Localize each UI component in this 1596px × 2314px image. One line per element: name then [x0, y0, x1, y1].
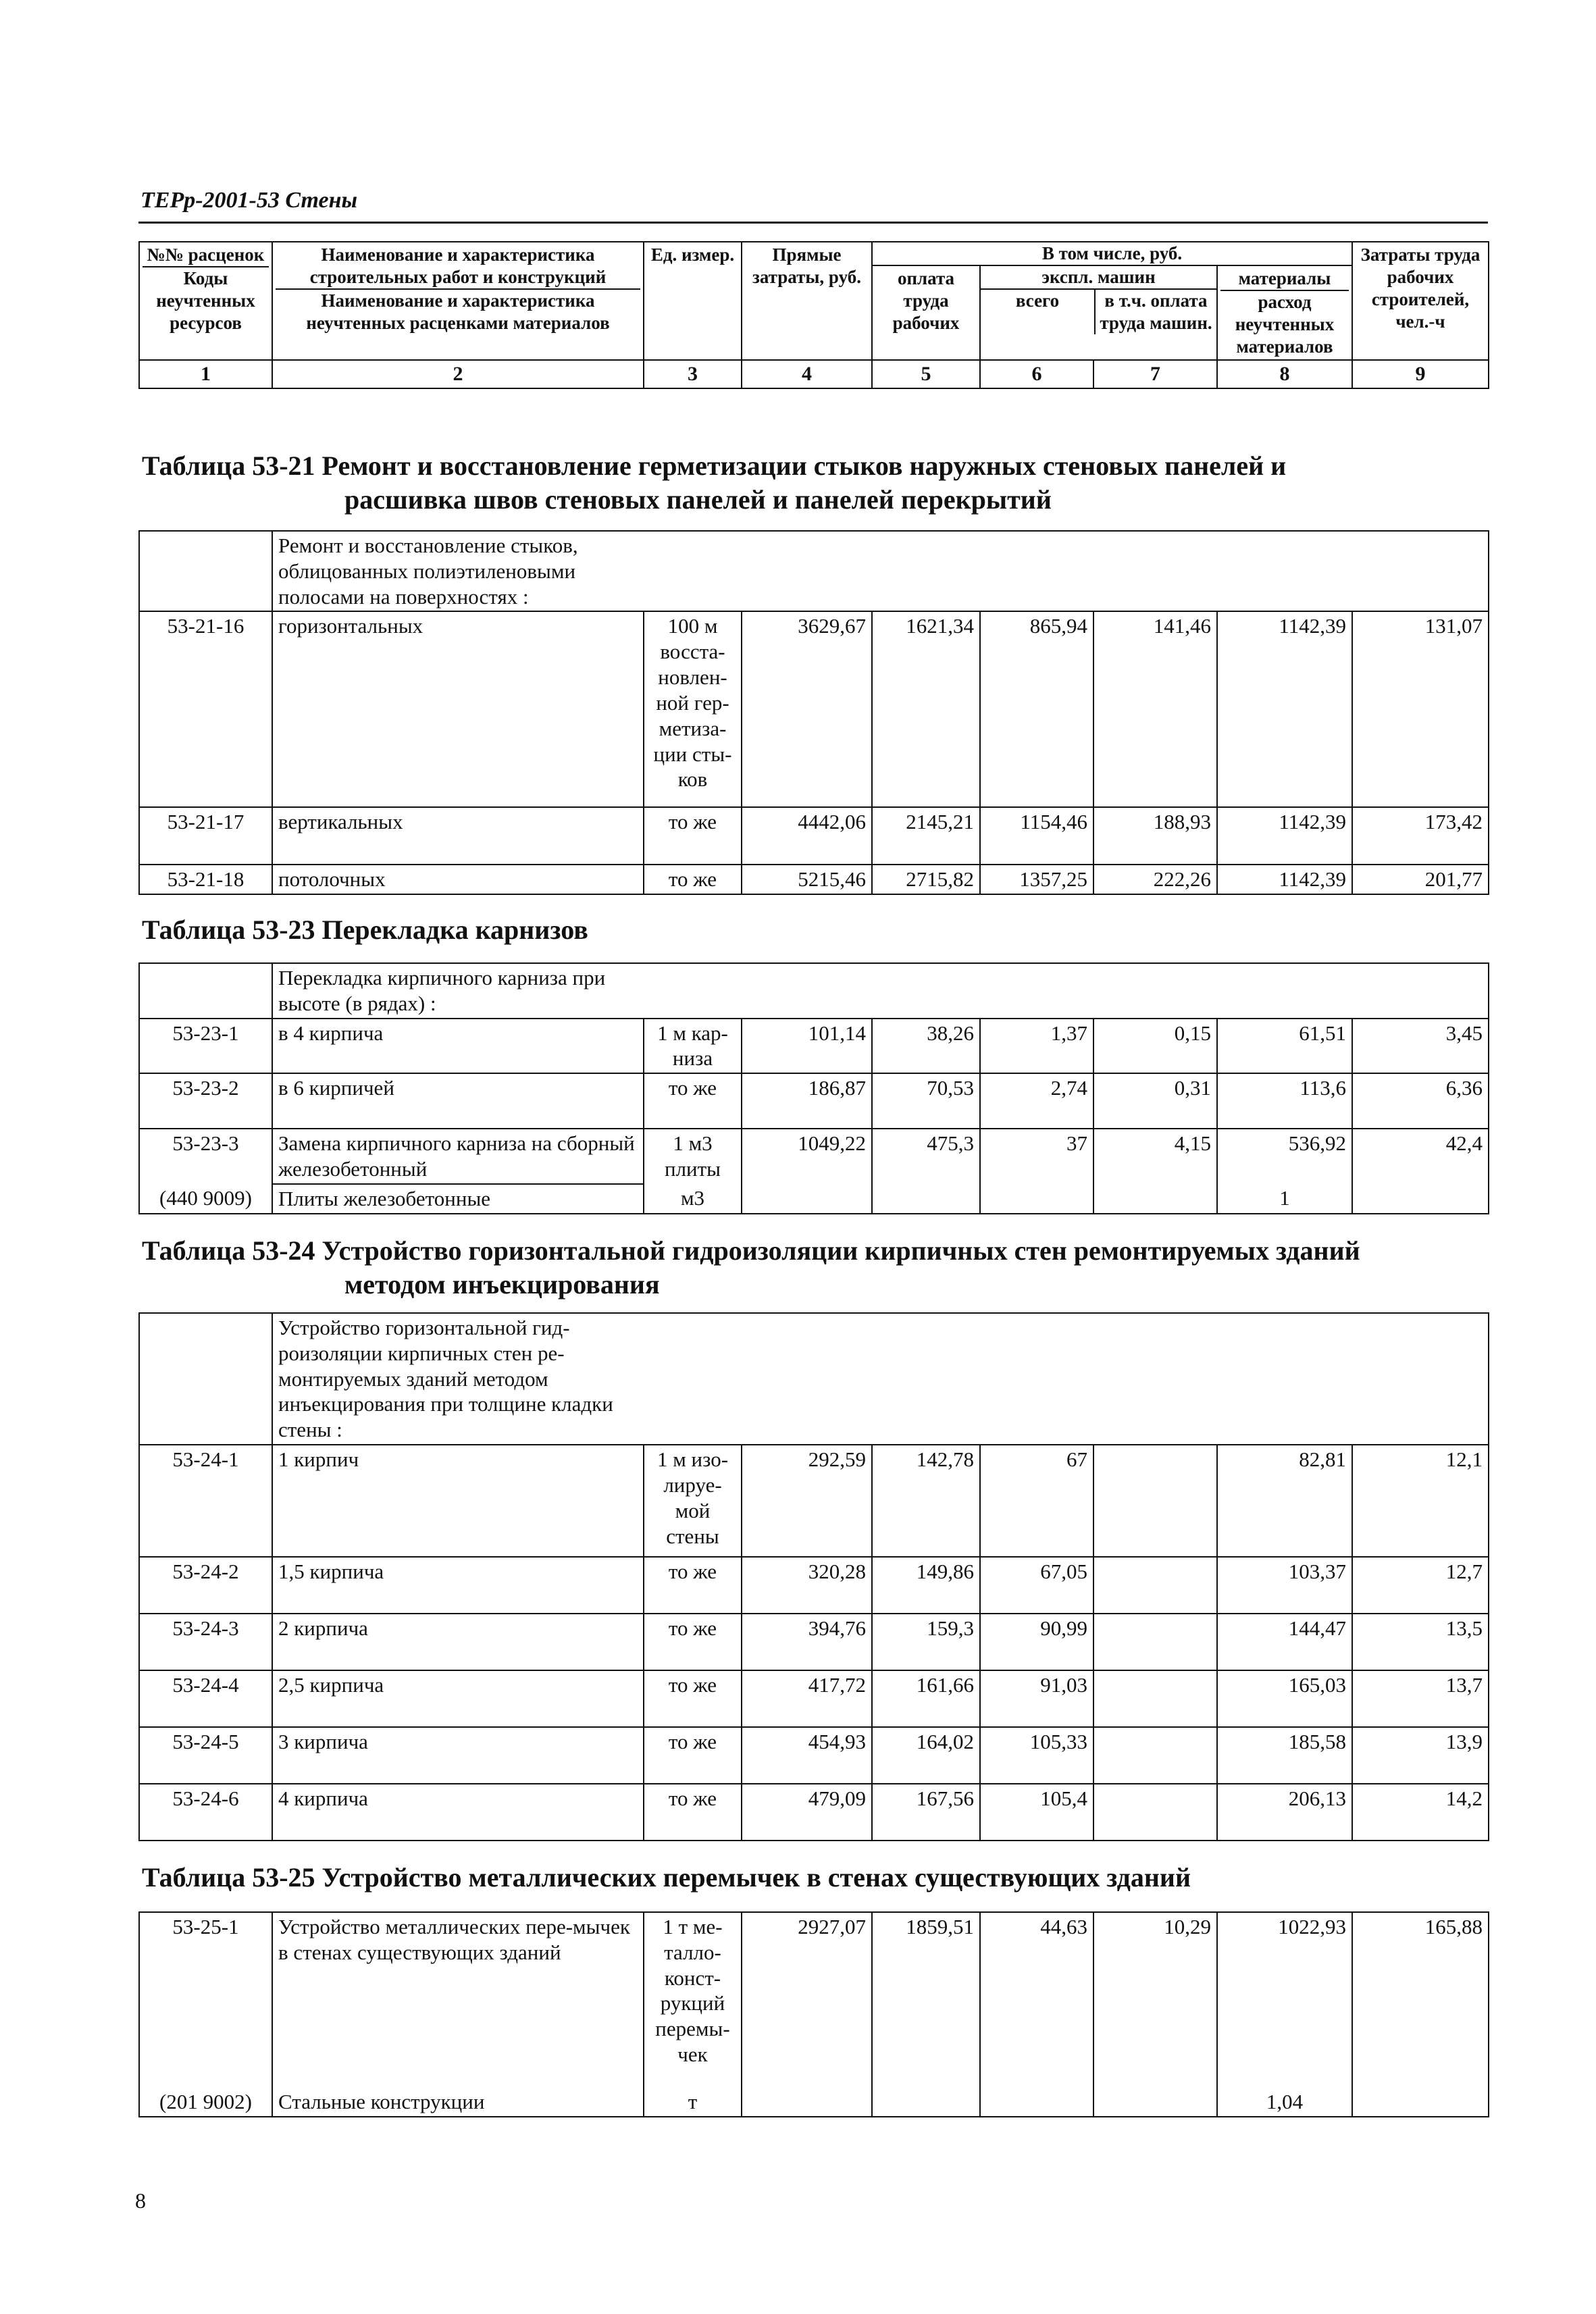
resource-row [139, 1184, 1489, 1214]
work-name: горизонтальных [272, 611, 644, 807]
header-col1a: №№ расценок [143, 244, 269, 267]
labor-wages: 1621,34 [872, 611, 980, 807]
work-name: 1 кирпич [272, 1445, 644, 1557]
resource-row [139, 2088, 1489, 2117]
direct-costs: 4442,06 [742, 807, 872, 865]
header-index-7: 7 [1093, 360, 1217, 389]
direct-costs: 1049,22 [742, 1129, 872, 1184]
unit: то же [644, 865, 742, 894]
direct-costs: 2927,07 [742, 1912, 872, 2088]
header-materials-cell [1217, 265, 1352, 360]
unit: то же [644, 1614, 742, 1670]
materials: 113,6 [1217, 1073, 1352, 1129]
header-labor-wages: оплата труда рабочих [872, 265, 980, 360]
labor-hours: 13,5 [1352, 1614, 1489, 1670]
table-53-23-title: Таблица 53-23 Перекладка карнизов [142, 915, 588, 945]
materials: 1142,39 [1217, 865, 1352, 894]
resource-name: Стальные конструкции [272, 2088, 644, 2117]
direct-costs: 292,59 [742, 1445, 872, 1557]
rate-code: 53-23-1 [139, 1019, 272, 1074]
table-53-24-intro: Устройство горизонтальной гид-роизоляции кирпичных стен ре-монтируемых зданий методом инъекцирования при толщине кладки стены : [272, 1313, 1489, 1445]
machine-wages [1093, 1445, 1217, 1557]
table-53-21-title [142, 449, 1286, 517]
table-row [139, 1670, 1489, 1727]
materials: 61,51 [1217, 1019, 1352, 1074]
header-unit: Ед. измер. [644, 242, 742, 360]
work-name: вертикальных [272, 807, 644, 865]
table-row [139, 1073, 1489, 1129]
table-53-24-title [142, 1234, 1360, 1302]
direct-costs: 101,14 [742, 1019, 872, 1074]
machine-wages: 10,29 [1093, 1912, 1217, 2088]
labor-wages: 149,86 [872, 1557, 980, 1614]
table-53-21-intro: Ремонт и восстановление стыков, облицованных полиэтиленовыми полосами на поверхностях : [272, 531, 1489, 611]
materials: 144,47 [1217, 1614, 1352, 1670]
table-53-25 [138, 1911, 1489, 2117]
machine-wages: 141,46 [1093, 611, 1217, 807]
header-direct-costs: Прямые затраты, руб. [742, 242, 872, 360]
labor-hours: 13,7 [1352, 1670, 1489, 1727]
header-code-cell [139, 242, 272, 360]
labor-wages: 161,66 [872, 1670, 980, 1727]
table-row [139, 1614, 1489, 1670]
header-materials-consumption: расход неучтенных материалов [1235, 291, 1335, 357]
table-row [139, 1727, 1489, 1784]
machines-total: 90,99 [980, 1614, 1093, 1670]
table-row [139, 1912, 1489, 2088]
work-name: 1,5 кирпича [272, 1557, 644, 1614]
labor-hours: 12,1 [1352, 1445, 1489, 1557]
machines-total: 865,94 [980, 611, 1093, 807]
table-53-21-title-line1: Таблица 53-21 Ремонт и восстановление герметизации стыков наружных стеновых панелей и [142, 451, 1287, 481]
rate-code: 53-24-2 [139, 1557, 272, 1614]
table-53-24 [138, 1312, 1489, 1841]
labor-wages: 159,3 [872, 1614, 980, 1670]
table-row [139, 807, 1489, 865]
work-name: Устройство металлических пере-мычек в стенах существующих зданий [272, 1912, 644, 2088]
resource-code: (440 9009) [139, 1184, 272, 1214]
table-row [139, 865, 1489, 894]
header-machines-group: экспл. машин [981, 266, 1216, 290]
column-header-table [138, 241, 1489, 389]
machines-total: 105,33 [980, 1727, 1093, 1784]
table-row [139, 1557, 1489, 1614]
rate-code: 53-24-1 [139, 1445, 272, 1557]
rate-code: 53-24-5 [139, 1727, 272, 1784]
work-name: 3 кирпича [272, 1727, 644, 1784]
table-53-23-intro: Перекладка кирпичного карниза при высоте (в рядах) : [272, 963, 1489, 1019]
materials: 1022,93 [1217, 1912, 1352, 2088]
labor-hours: 201,77 [1352, 865, 1489, 894]
work-name: потолочных [272, 865, 644, 894]
unit: 1 м3 плиты [644, 1129, 742, 1184]
materials: 1142,39 [1217, 611, 1352, 807]
machines-total: 1357,25 [980, 865, 1093, 894]
header-col2a: Наименование и характеристика строительных работ и конструкций [276, 244, 640, 290]
labor-hours: 131,07 [1352, 611, 1489, 807]
header-machines-cell [980, 265, 1217, 360]
work-name: в 6 кирпичей [272, 1073, 644, 1129]
machines-total: 1,37 [980, 1019, 1093, 1074]
labor-hours: 165,88 [1352, 1912, 1489, 2088]
materials: 82,81 [1217, 1445, 1352, 1557]
machines-total: 44,63 [980, 1912, 1093, 2088]
labor-hours: 3,45 [1352, 1019, 1489, 1074]
labor-wages: 167,56 [872, 1784, 980, 1841]
labor-hours: 13,9 [1352, 1727, 1489, 1784]
header-index-1: 1 [139, 360, 272, 389]
running-head: ТЕРр-2001-53 Стены [140, 188, 358, 213]
header-index-8: 8 [1217, 360, 1352, 389]
labor-wages: 38,26 [872, 1019, 980, 1074]
header-name-cell [272, 242, 644, 360]
table-53-24-title-line1: Таблица 53-24 Устройство горизонтальной гидроизоляции кирпичных стен ремонтируемых зданий [142, 1235, 1360, 1266]
labor-wages: 2145,21 [872, 807, 980, 865]
unit: то же [644, 1784, 742, 1841]
table-53-24-title-line2: методом инъекцирования [344, 1269, 660, 1300]
rate-code: 53-24-4 [139, 1670, 272, 1727]
rate-code: 53-21-16 [139, 611, 272, 807]
materials: 165,03 [1217, 1670, 1352, 1727]
table-53-21 [138, 530, 1489, 895]
table-53-23 [138, 962, 1489, 1214]
header-group: В том числе, руб. [872, 242, 1352, 265]
materials: 1142,39 [1217, 807, 1352, 865]
labor-hours: 12,7 [1352, 1557, 1489, 1614]
unit: 1 м кар-низа [644, 1019, 742, 1074]
machine-wages [1093, 1670, 1217, 1727]
header-col2b: Наименование и характеристика неучтенных расценками материалов [306, 290, 610, 333]
unit: 1 т ме-талло-конст-рукций перемы-чек [644, 1912, 742, 2088]
resource-unit: т [644, 2088, 742, 2117]
machine-wages: 4,15 [1093, 1129, 1217, 1184]
rate-code: 53-24-3 [139, 1614, 272, 1670]
rate-code: 53-23-3 [139, 1129, 272, 1184]
resource-quantity: 1 [1217, 1184, 1352, 1214]
table-row [139, 611, 1489, 807]
labor-wages: 2715,82 [872, 865, 980, 894]
machines-total: 67 [980, 1445, 1093, 1557]
resource-name: Плиты железобетонные [272, 1184, 644, 1214]
header-index-9: 9 [1352, 360, 1489, 389]
rate-code: 53-24-6 [139, 1784, 272, 1841]
labor-hours: 173,42 [1352, 807, 1489, 865]
unit: 1 м изо-лируе-мой стены [644, 1445, 742, 1557]
resource-quantity: 1,04 [1217, 2088, 1352, 2117]
resource-code: (201 9002) [139, 2088, 272, 2117]
header-index-2: 2 [272, 360, 644, 389]
labor-wages: 475,3 [872, 1129, 980, 1184]
work-name: 2,5 кирпича [272, 1670, 644, 1727]
unit: то же [644, 1073, 742, 1129]
header-col1b: Коды неучтенных ресурсов [156, 267, 255, 333]
work-name: в 4 кирпича [272, 1019, 644, 1074]
machine-wages [1093, 1614, 1217, 1670]
rate-code: 53-25-1 [139, 1912, 272, 2088]
direct-costs: 479,09 [742, 1784, 872, 1841]
table-53-21-title-line2: расшивка швов стеновых панелей и панелей перекрытий [344, 484, 1052, 515]
table-row [139, 1784, 1489, 1841]
work-name: 2 кирпича [272, 1614, 644, 1670]
machines-total: 67,05 [980, 1557, 1093, 1614]
direct-costs: 320,28 [742, 1557, 872, 1614]
labor-hours: 6,36 [1352, 1073, 1489, 1129]
machine-wages: 0,15 [1093, 1019, 1217, 1074]
direct-costs: 3629,67 [742, 611, 872, 807]
header-index-3: 3 [644, 360, 742, 389]
machine-wages: 0,31 [1093, 1073, 1217, 1129]
table-53-25-title: Таблица 53-25 Устройство металлических перемычек в стенах существующих зданий [142, 1862, 1191, 1893]
head-rule [138, 222, 1488, 224]
machine-wages [1093, 1557, 1217, 1614]
labor-wages: 70,53 [872, 1073, 980, 1129]
materials: 536,92 [1217, 1129, 1352, 1184]
table-row [139, 1129, 1489, 1184]
machine-wages [1093, 1727, 1217, 1784]
direct-costs: 394,76 [742, 1614, 872, 1670]
rate-code: 53-21-18 [139, 865, 272, 894]
machine-wages: 222,26 [1093, 865, 1217, 894]
materials: 185,58 [1217, 1727, 1352, 1784]
rate-code: 53-21-17 [139, 807, 272, 865]
unit: 100 м восста-новлен-ной гер-метиза-ции сты-ков [644, 611, 742, 807]
header-labor-hours: Затраты труда рабочих строителей, чел.-ч [1352, 242, 1489, 360]
work-name: 4 кирпича [272, 1784, 644, 1841]
direct-costs: 417,72 [742, 1670, 872, 1727]
table-row [139, 1019, 1489, 1074]
header-machines-total: всего [981, 290, 1096, 334]
machines-total: 91,03 [980, 1670, 1093, 1727]
page-number: 8 [135, 2188, 146, 2213]
work-name: Замена кирпичного карниза на сборный железобетонный [272, 1129, 644, 1184]
materials: 103,37 [1217, 1557, 1352, 1614]
machine-wages [1093, 1784, 1217, 1841]
machines-total: 2,74 [980, 1073, 1093, 1129]
unit: то же [644, 1727, 742, 1784]
machines-total: 105,4 [980, 1784, 1093, 1841]
resource-unit: м3 [644, 1184, 742, 1214]
direct-costs: 5215,46 [742, 865, 872, 894]
rate-code: 53-23-2 [139, 1073, 272, 1129]
unit: то же [644, 807, 742, 865]
header-machine-wages: в т.ч. оплата труда машин. [1100, 290, 1212, 333]
header-materials: материалы [1220, 267, 1349, 291]
machine-wages: 188,93 [1093, 807, 1217, 865]
labor-hours: 14,2 [1352, 1784, 1489, 1841]
direct-costs: 186,87 [742, 1073, 872, 1129]
header-index-6: 6 [980, 360, 1093, 389]
machines-total: 37 [980, 1129, 1093, 1184]
labor-wages: 142,78 [872, 1445, 980, 1557]
unit: то же [644, 1557, 742, 1614]
table-row [139, 1445, 1489, 1557]
direct-costs: 454,93 [742, 1727, 872, 1784]
header-index-4: 4 [742, 360, 872, 389]
labor-hours: 42,4 [1352, 1129, 1489, 1184]
materials: 206,13 [1217, 1784, 1352, 1841]
unit: то же [644, 1670, 742, 1727]
labor-wages: 164,02 [872, 1727, 980, 1784]
header-index-5: 5 [872, 360, 980, 389]
labor-wages: 1859,51 [872, 1912, 980, 2088]
machines-total: 1154,46 [980, 807, 1093, 865]
